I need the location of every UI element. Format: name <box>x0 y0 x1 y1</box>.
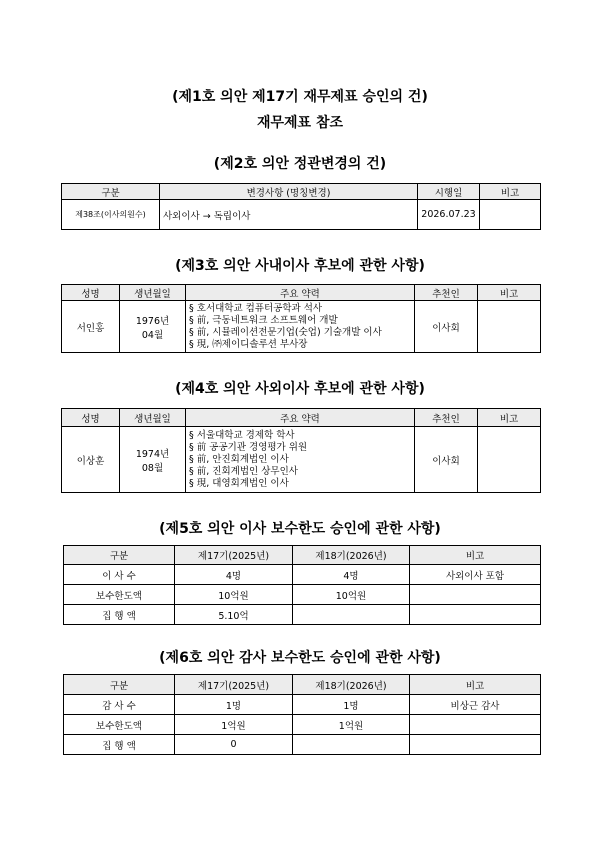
header-birth: 생년월일 <box>120 285 186 301</box>
cell-note: 비상근 감사 <box>410 695 541 715</box>
cell-term17: 5.10억 <box>175 605 293 625</box>
table-header-row <box>62 409 541 427</box>
row-label: 이 사 수 <box>64 565 175 585</box>
header-category: 구분 <box>64 546 175 565</box>
career-item: § 前, 극동네트워크 소프트웨어 개발 <box>189 314 338 326</box>
row-label: 보수한도액 <box>64 585 175 605</box>
career-item: § 서울대학교 경제학 학사 <box>189 429 295 441</box>
agenda6-table <box>63 674 541 755</box>
header-name: 성명 <box>62 285 120 301</box>
cell-note <box>410 715 541 735</box>
cell-term18: 1억원 <box>293 715 410 735</box>
agenda1-title: (제1호 의안 제17기 재무제표 승인의 건) <box>172 89 428 105</box>
cell-category: 제38조(이사의원수) <box>62 200 160 230</box>
table-header-row <box>62 285 541 301</box>
cell-note <box>480 200 541 230</box>
table-row <box>64 585 541 605</box>
career-item: § 前, 시뮬레이션전문기업(숫업) 기술개발 이사 <box>189 326 382 338</box>
row-label: 감 사 수 <box>64 695 175 715</box>
cell-term17: 1명 <box>175 695 293 715</box>
career-item: § 前, 안진회계법인 이사 <box>189 453 289 465</box>
agenda5-title: (제5호 의안 이사 보수한도 승인에 관한 사항) <box>159 521 441 537</box>
cell-term18: 1명 <box>293 695 410 715</box>
cell-change: 사외이사 → 독립이사 <box>160 200 418 230</box>
header-note: 비고 <box>410 675 541 695</box>
career-item: § 前, 진회계법인 상무인사 <box>189 465 298 477</box>
header-name: 성명 <box>62 409 120 427</box>
header-note: 비고 <box>478 409 541 427</box>
birth-month: 08월 <box>141 462 164 474</box>
cell-term17: 4명 <box>175 565 293 585</box>
cell-career <box>186 301 415 353</box>
cell-career <box>186 427 415 493</box>
cell-name: 서인홍 <box>62 301 120 353</box>
birth-year: 1974년 <box>135 448 170 460</box>
header-career: 주요 약력 <box>186 409 415 427</box>
cell-note <box>410 605 541 625</box>
header-term17: 제17기(2025년) <box>175 546 293 565</box>
table-header-row <box>64 675 541 695</box>
cell-term18 <box>293 735 410 755</box>
cell-term17: 0 <box>175 735 293 755</box>
agenda1-subtitle: 재무제표 참조 <box>256 115 344 131</box>
header-category: 구분 <box>62 184 160 200</box>
cell-note <box>478 301 541 353</box>
cell-recommender: 이사회 <box>415 427 478 493</box>
cell-birth <box>120 427 186 493</box>
header-date: 시행일 <box>418 184 480 200</box>
cell-term18: 10억원 <box>293 585 410 605</box>
agenda4-title: (제4호 의안 사외이사 후보에 관한 사항) <box>175 381 425 397</box>
cell-note <box>478 427 541 493</box>
table-row <box>62 301 541 353</box>
row-label: 보수한도액 <box>64 715 175 735</box>
header-birth: 생년월일 <box>120 409 186 427</box>
row-label: 집 행 액 <box>64 735 175 755</box>
cell-note: 사외이사 포함 <box>410 565 541 585</box>
agenda3-title: (제3호 의안 사내이사 후보에 관한 사항) <box>175 258 425 274</box>
career-item: § 호서대학교 컴퓨터공학과 석사 <box>189 302 323 314</box>
agenda2-title: (제2호 의안 정관변경의 건) <box>213 156 387 172</box>
cell-birth <box>120 301 186 353</box>
agenda2-table <box>61 183 541 230</box>
table-header-row <box>64 546 541 565</box>
table-row <box>64 605 541 625</box>
cell-date: 2026.07.23 <box>418 200 480 230</box>
table-row <box>62 427 541 493</box>
table-row <box>64 695 541 715</box>
header-note: 비고 <box>410 546 541 565</box>
header-note: 비고 <box>480 184 541 200</box>
header-term17: 제17기(2025년) <box>175 675 293 695</box>
agenda5-table <box>63 545 541 625</box>
table-row <box>64 735 541 755</box>
header-category: 구분 <box>64 675 175 695</box>
agenda6-title: (제6호 의안 감사 보수한도 승인에 관한 사항) <box>159 650 441 666</box>
header-career: 주요 약력 <box>186 285 415 301</box>
cell-term18: 4명 <box>293 565 410 585</box>
table-row <box>62 200 541 230</box>
cell-note <box>410 735 541 755</box>
career-item: § 前 공공기관 경영평가 위원 <box>189 441 308 453</box>
cell-term17: 10억원 <box>175 585 293 605</box>
table-header-row <box>62 184 541 200</box>
agenda4-table <box>61 408 541 493</box>
header-note: 비고 <box>478 285 541 301</box>
birth-year: 1976년 <box>135 315 170 327</box>
cell-name: 이상훈 <box>62 427 120 493</box>
cell-term18 <box>293 605 410 625</box>
header-term18: 제18기(2026년) <box>293 675 410 695</box>
table-row <box>64 565 541 585</box>
row-label: 집 행 액 <box>64 605 175 625</box>
cell-term17: 1억원 <box>175 715 293 735</box>
career-item: § 現, ㈜제이디솔루션 부사장 <box>189 338 308 350</box>
agenda3-table <box>61 284 541 353</box>
career-item: § 現, 대영회계법인 이사 <box>189 477 289 489</box>
cell-note <box>410 585 541 605</box>
table-row <box>64 715 541 735</box>
header-recommender: 추천인 <box>415 409 478 427</box>
header-recommender: 추천인 <box>415 285 478 301</box>
birth-month: 04월 <box>141 329 164 341</box>
header-change: 변경사항 (명칭변경) <box>160 184 418 200</box>
header-term18: 제18기(2026년) <box>293 546 410 565</box>
cell-recommender: 이사회 <box>415 301 478 353</box>
